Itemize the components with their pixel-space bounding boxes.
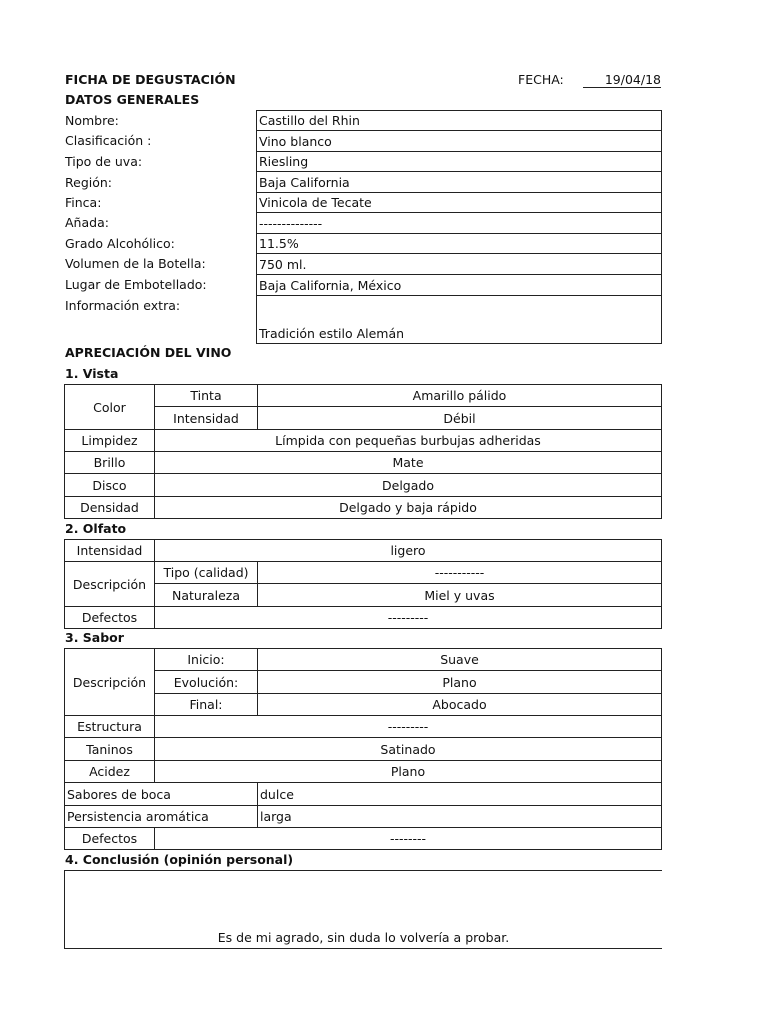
vista-title: 1. Vista [65, 366, 119, 381]
vista-limpidez-value: Límpida con pequeñas burbujas adheridas [154, 429, 662, 452]
section-general-title: DATOS GENERALES [65, 92, 200, 107]
vista-brillo-value: Mate [154, 451, 662, 474]
vista-intensidad-label: Intensidad [154, 406, 258, 430]
general-label-finca: Finca: [65, 195, 102, 210]
sabor-final-value: Abocado [257, 693, 662, 716]
sabor-defectos-value: -------- [154, 827, 662, 850]
general-value-clasificacion: Vino blanco [256, 130, 662, 152]
general-value-nombre: Castillo del Rhin [256, 110, 662, 131]
sabor-acidez-label: Acidez [64, 760, 155, 783]
sabor-inicio-label: Inicio: [154, 648, 258, 671]
vista-tinta-label: Tinta [154, 384, 258, 407]
olfato-descripcion-label: Descripción [64, 561, 155, 607]
sabor-sabores-value: dulce [257, 782, 662, 806]
sabor-evolucion-label: Evolución: [154, 670, 258, 694]
sabor-estructura-value: --------- [154, 715, 662, 738]
conclusion-box [64, 870, 662, 949]
olfato-tipo-label: Tipo (calidad) [154, 561, 258, 584]
vista-intensidad-value: Débil [257, 406, 662, 430]
general-label-region: Región: [65, 175, 113, 190]
general-value-region: Baja California [256, 171, 662, 193]
vista-tinta-value: Amarillo pálido [257, 384, 662, 407]
olfato-naturaleza-value: Miel y uvas [257, 583, 662, 607]
olfato-intensidad-value: ligero [154, 539, 662, 562]
vista-disco-value: Delgado [154, 473, 662, 497]
fecha-value: 19/04/18 [583, 72, 661, 88]
sabor-inicio-value: Suave [257, 648, 662, 671]
vista-densidad-value: Delgado y baja rápido [154, 496, 662, 519]
sabor-estructura-label: Estructura [64, 715, 155, 738]
sabor-taninos-label: Taninos [64, 737, 155, 761]
vista-limpidez-label: Limpidez [64, 429, 155, 452]
general-value-volumen: 750 ml. [256, 253, 662, 275]
sabor-acidez-value: Plano [154, 760, 662, 783]
general-value-tipo-uva: Riesling [256, 151, 662, 172]
vista-disco-label: Disco [64, 473, 155, 497]
general-label-anada: Añada: [65, 215, 109, 230]
conclusion-title: 4. Conclusión (opinión personal) [65, 852, 294, 867]
general-label-lugar: Lugar de Embotellado: [65, 277, 207, 292]
vista-brillo-label: Brillo [64, 451, 155, 474]
vista-densidad-label: Densidad [64, 496, 155, 519]
sabor-title: 3. Sabor [65, 630, 124, 645]
olfato-title: 2. Olfato [65, 521, 127, 536]
sabor-persistencia-value: larga [257, 805, 662, 828]
general-label-info: Información extra: [65, 298, 181, 313]
conclusion-text: Es de mi agrado, sin duda lo volvería a probar. [217, 930, 510, 945]
general-label-clasificacion: Clasificación : [65, 133, 152, 148]
general-value-anada: -------------- [256, 212, 662, 234]
general-label-volumen: Volumen de la Botella: [65, 256, 206, 271]
general-label-nombre: Nombre: [65, 113, 119, 128]
olfato-defectos-label: Defectos [64, 606, 155, 629]
sabor-persistencia-label: Persistencia aromática [64, 805, 258, 828]
sabor-taninos-value: Satinado [154, 737, 662, 761]
sabor-evolucion-value: Plano [257, 670, 662, 694]
olfato-defectos-value: --------- [154, 606, 662, 629]
general-value-lugar: Baja California, México [256, 274, 662, 296]
sabor-descripcion-label: Descripción [64, 648, 155, 716]
sabor-sabores-label: Sabores de boca [64, 782, 258, 806]
general-value-info: Tradición estilo Alemán [256, 295, 662, 344]
olfato-tipo-value: ----------- [257, 561, 662, 584]
sabor-defectos-label: Defectos [64, 827, 155, 850]
general-value-grado: 11.5% [256, 233, 662, 254]
general-value-finca: Vinicola de Tecate [256, 192, 662, 213]
olfato-naturaleza-label: Naturaleza [154, 583, 258, 607]
general-label-tipo-uva: Tipo de uva: [65, 154, 143, 169]
sabor-final-label: Final: [154, 693, 258, 716]
general-label-grado: Grado Alcohólico: [65, 236, 175, 251]
fecha-label: FECHA: [518, 72, 564, 87]
vista-color-label: Color [64, 384, 155, 430]
olfato-intensidad-label: Intensidad [64, 539, 155, 562]
apreciacion-title: APRECIACIÓN DEL VINO [65, 345, 232, 360]
page-title: FICHA DE DEGUSTACIÓN [65, 72, 236, 87]
